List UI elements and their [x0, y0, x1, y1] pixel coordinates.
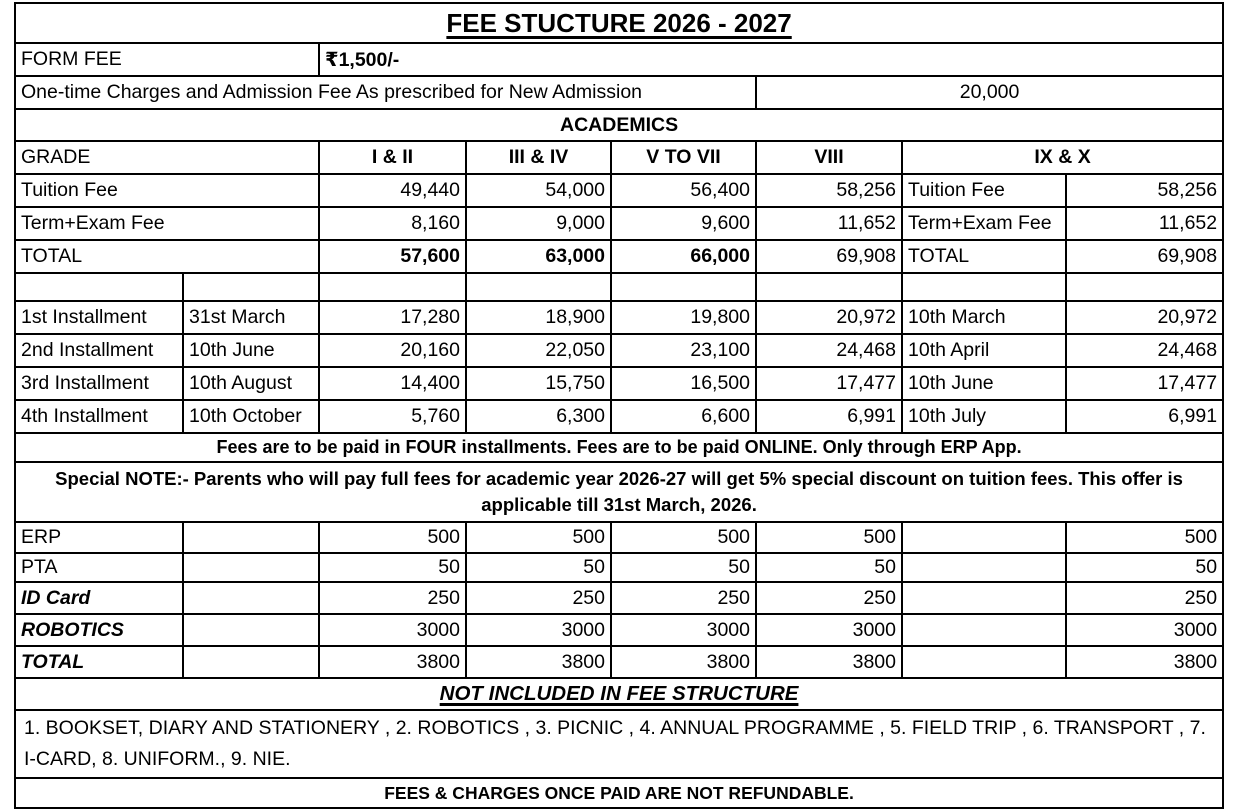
- footer-note: FEES & CHARGES ONCE PAID ARE NOT REFUNDABLE.: [15, 778, 1223, 808]
- misc-value: 50: [319, 553, 466, 582]
- grade-header-row: [15, 141, 1223, 174]
- installment-label: 2nd Installment: [15, 334, 183, 367]
- form-fee-row: [15, 43, 1223, 76]
- one-time-row: [15, 76, 1223, 109]
- fee-label: Tuition Fee: [15, 174, 319, 207]
- misc-value: 250: [466, 582, 611, 614]
- fee-row-tuition: [15, 174, 1223, 207]
- ix-installment-date: 10th July: [902, 400, 1066, 433]
- misc-empty-cell: [902, 522, 1066, 553]
- installment-date: 10th October: [183, 400, 319, 433]
- footer-note-row: [15, 778, 1223, 808]
- misc-value: 50: [611, 553, 756, 582]
- installment-note-row: [15, 433, 1223, 462]
- installment-row-1: [15, 301, 1223, 334]
- misc-row-pta: [15, 553, 1223, 582]
- spacer-row: [15, 273, 1223, 301]
- installment-date: 31st March: [183, 301, 319, 334]
- ix-installment-value: 17,477: [1066, 367, 1223, 400]
- misc-row-erp: [15, 522, 1223, 553]
- misc-value: 3000: [466, 614, 611, 646]
- grade-col-8: VIII: [756, 141, 902, 174]
- installment-label: 4th Installment: [15, 400, 183, 433]
- ix-misc-value: 50: [1066, 553, 1223, 582]
- fee-value: 69,908: [756, 240, 902, 273]
- one-time-label: One-time Charges and Admission Fee As prescribed for New Admission: [15, 76, 756, 109]
- installment-value: 17,280: [319, 301, 466, 334]
- academics-header: ACADEMICS: [15, 109, 1223, 141]
- page-title: FEE STUCTURE 2026 - 2027: [15, 3, 1223, 43]
- installment-value: 6,991: [756, 400, 902, 433]
- misc-value: 250: [611, 582, 756, 614]
- misc-value: 250: [756, 582, 902, 614]
- ix-fee-label: TOTAL: [902, 240, 1066, 273]
- misc-empty-cell: [183, 646, 319, 678]
- installment-date: 10th June: [183, 334, 319, 367]
- ix-misc-value: 3800: [1066, 646, 1223, 678]
- misc-value: 3800: [319, 646, 466, 678]
- ix-installment-value: 24,468: [1066, 334, 1223, 367]
- title-row: [15, 3, 1223, 43]
- misc-empty-cell: [183, 522, 319, 553]
- ix-installment-date: 10th June: [902, 367, 1066, 400]
- ix-fee-label: Term+Exam Fee: [902, 207, 1066, 240]
- misc-row-id-card: [15, 582, 1223, 614]
- misc-value: 50: [466, 553, 611, 582]
- ix-misc-value: 250: [1066, 582, 1223, 614]
- ix-misc-value: 500: [1066, 522, 1223, 553]
- fee-value: 66,000: [611, 240, 756, 273]
- installment-label: 1st Installment: [15, 301, 183, 334]
- one-time-value: 20,000: [756, 76, 1223, 109]
- ix-misc-value: 3000: [1066, 614, 1223, 646]
- installment-value: 20,972: [756, 301, 902, 334]
- fee-row-term-exam: [15, 207, 1223, 240]
- installment-value: 5,760: [319, 400, 466, 433]
- misc-label: ERP: [15, 522, 183, 553]
- installment-value: 6,600: [611, 400, 756, 433]
- misc-value: 3800: [611, 646, 756, 678]
- ix-installment-value: 20,972: [1066, 301, 1223, 334]
- fee-value: 57,600: [319, 240, 466, 273]
- ix-fee-value: 69,908: [1066, 240, 1223, 273]
- misc-row-robotics: [15, 614, 1223, 646]
- fee-value: 11,652: [756, 207, 902, 240]
- ix-fee-value: 11,652: [1066, 207, 1223, 240]
- special-note: Special NOTE:- Parents who will pay full fees for academic year 2026-27 will get 5% special discount on tuition fees. This offer is applicable till 31st March, 2026.: [15, 462, 1223, 522]
- grade-col-9-10: IX & X: [902, 141, 1223, 174]
- fee-value: 9,600: [611, 207, 756, 240]
- misc-value: 500: [611, 522, 756, 553]
- misc-empty-cell: [902, 614, 1066, 646]
- installment-row-2: [15, 334, 1223, 367]
- academics-header-row: [15, 109, 1223, 141]
- fee-label: Term+Exam Fee: [15, 207, 319, 240]
- installment-value: 14,400: [319, 367, 466, 400]
- grade-col-3-4: III & IV: [466, 141, 611, 174]
- fee-value: 63,000: [466, 240, 611, 273]
- fee-value: 9,000: [466, 207, 611, 240]
- misc-value: 500: [466, 522, 611, 553]
- fee-value: 54,000: [466, 174, 611, 207]
- ix-installment-date: 10th March: [902, 301, 1066, 334]
- misc-value: 250: [319, 582, 466, 614]
- installment-value: 16,500: [611, 367, 756, 400]
- misc-empty-cell: [902, 553, 1066, 582]
- misc-value: 500: [319, 522, 466, 553]
- grade-col-5-7: V TO VII: [611, 141, 756, 174]
- misc-label: TOTAL: [15, 646, 183, 678]
- installment-value: 18,900: [466, 301, 611, 334]
- misc-label: ID Card: [15, 582, 183, 614]
- grade-label: GRADE: [15, 141, 319, 174]
- fee-value: 58,256: [756, 174, 902, 207]
- not-included-list: 1. BOOKSET, DIARY AND STATIONERY , 2. ROBOTICS , 3. PICNIC , 4. ANNUAL PROGRAMME , 5. FIELD TRIP , 6. TRANSPORT , 7. I-CARD, 8. UNIFORM., 9. NIE.: [15, 710, 1223, 778]
- installment-value: 24,468: [756, 334, 902, 367]
- fee-value: 56,400: [611, 174, 756, 207]
- installment-value: 23,100: [611, 334, 756, 367]
- installment-value: 22,050: [466, 334, 611, 367]
- ix-fee-value: 58,256: [1066, 174, 1223, 207]
- special-note-row: [15, 462, 1223, 522]
- installment-date: 10th August: [183, 367, 319, 400]
- not-included-header: NOT INCLUDED IN FEE STRUCTURE: [15, 678, 1223, 710]
- not-included-list-row: [15, 710, 1223, 778]
- misc-row-total: [15, 646, 1223, 678]
- misc-label: PTA: [15, 553, 183, 582]
- misc-empty-cell: [902, 582, 1066, 614]
- misc-empty-cell: [183, 553, 319, 582]
- misc-empty-cell: [183, 614, 319, 646]
- installment-value: 19,800: [611, 301, 756, 334]
- installment-note: Fees are to be paid in FOUR installments. Fees are to be paid ONLINE. Only through ERP App.: [15, 433, 1223, 462]
- grade-col-1-2: I & II: [319, 141, 466, 174]
- fee-structure-table: [14, 2, 1224, 809]
- installment-value: 15,750: [466, 367, 611, 400]
- fee-label: TOTAL: [15, 240, 319, 273]
- fee-value: 8,160: [319, 207, 466, 240]
- misc-value: 500: [756, 522, 902, 553]
- installment-row-3: [15, 367, 1223, 400]
- form-fee-value: ₹1,500/-: [319, 43, 1223, 76]
- installment-label: 3rd Installment: [15, 367, 183, 400]
- misc-value: 3000: [319, 614, 466, 646]
- ix-installment-date: 10th April: [902, 334, 1066, 367]
- fee-value: 49,440: [319, 174, 466, 207]
- ix-fee-label: Tuition Fee: [902, 174, 1066, 207]
- installment-row-4: [15, 400, 1223, 433]
- misc-value: 3000: [611, 614, 756, 646]
- fee-row-total: [15, 240, 1223, 273]
- misc-value: 3800: [756, 646, 902, 678]
- installment-value: 20,160: [319, 334, 466, 367]
- misc-empty-cell: [902, 646, 1066, 678]
- misc-label: ROBOTICS: [15, 614, 183, 646]
- form-fee-label: FORM FEE: [15, 43, 319, 76]
- ix-installment-value: 6,991: [1066, 400, 1223, 433]
- misc-value: 50: [756, 553, 902, 582]
- misc-value: 3000: [756, 614, 902, 646]
- misc-empty-cell: [183, 582, 319, 614]
- misc-value: 3800: [466, 646, 611, 678]
- not-included-header-row: [15, 678, 1223, 710]
- installment-value: 6,300: [466, 400, 611, 433]
- installment-value: 17,477: [756, 367, 902, 400]
